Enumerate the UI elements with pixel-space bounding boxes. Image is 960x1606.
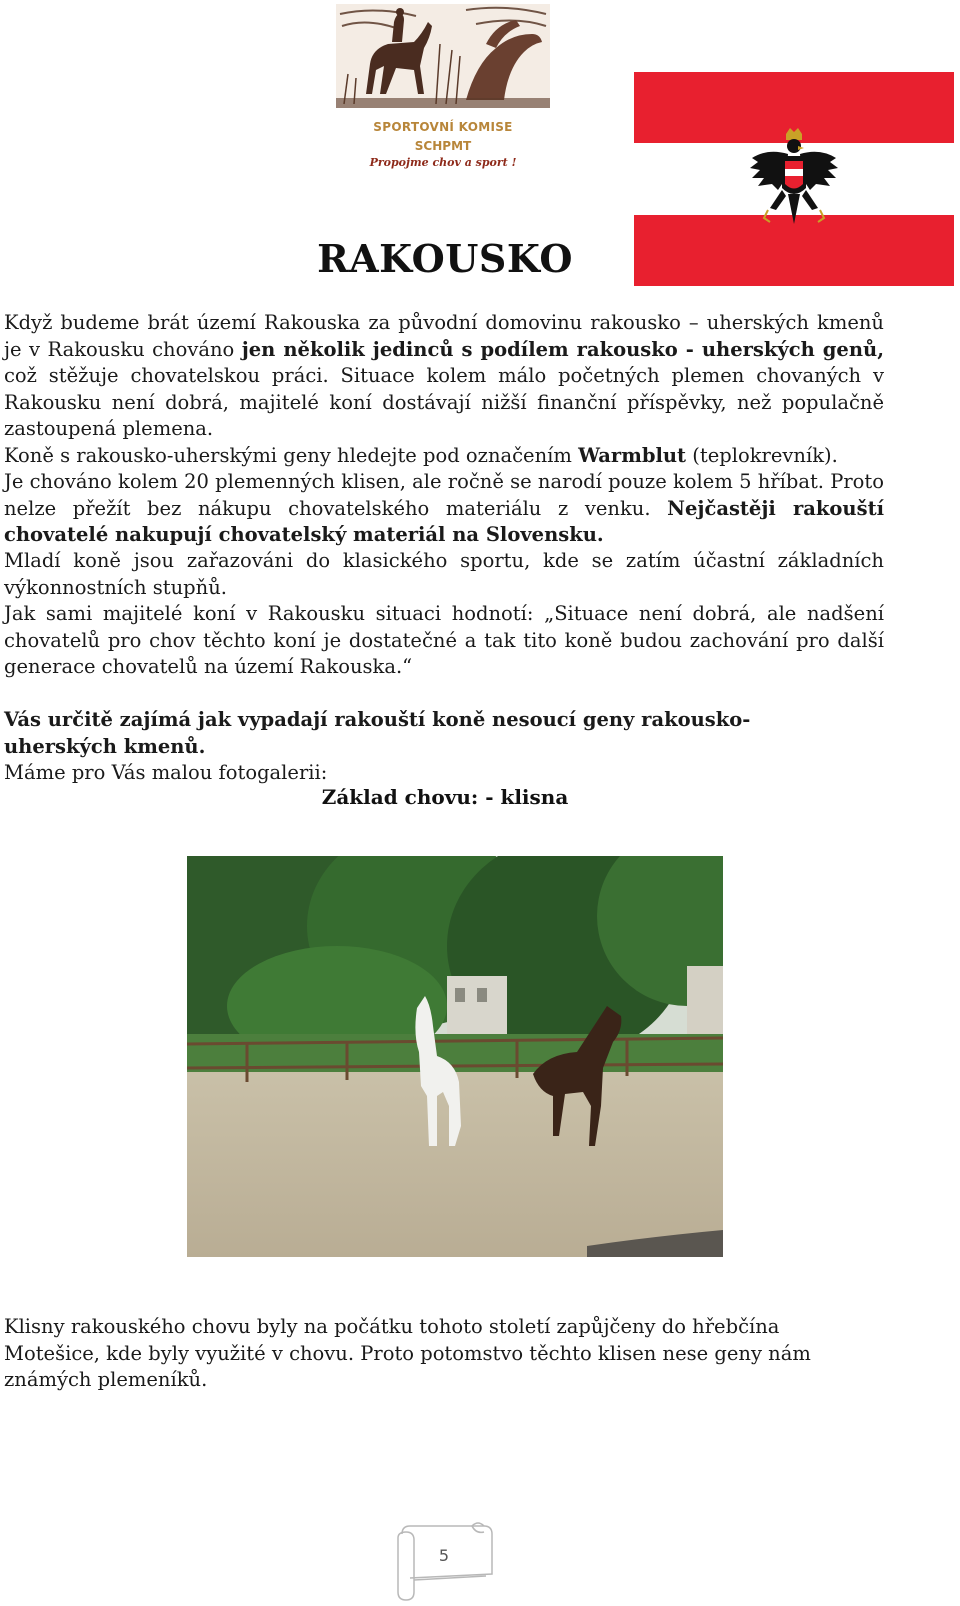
paragraph-warmblut: [4, 443, 884, 470]
text-span: což stěžuje chovatelskou práci. Situace kolem málo početných plemen chovaných v Rakousku není dobrá, majitelé koní dostávají nižší finanční příspěvky, než populačně zastoupená plemena.: [4, 364, 884, 440]
paragraph-breeding: [4, 469, 884, 549]
text-span: (teplokrevník).: [686, 444, 838, 467]
paragraph-owners-quote: Jak sami majitelé koní v Rakousku situaci hodnotí: „Situace není dobrá, ale nadšení chovatelů pro chov těchto koní je dostatečné a tak tito koně budou zachování pro další generace chovatelů na území Rakouska.“: [4, 602, 884, 678]
paragraph-motesice: Klisny rakouského chovu byly na počátku tohoto století zapůjčeny do hřebčína Motešice, kde byly využité v chovu. Proto potomstvo těchto klisen nese geny nám známých plemeníků.: [4, 1315, 811, 1391]
photo-caption: Základ chovu: - klisna: [321, 785, 569, 809]
horses-photo: [187, 856, 723, 1257]
text-span: Je chováno kolem 20 plemenných klisen, ale ročně se narodí pouze kolem 5 hříbat. Proto nelze přežít bez nákupu chovatelského materiálu z venku.: [4, 470, 884, 520]
page-number-scroll: [388, 1518, 500, 1602]
horse-rider-logo-art: [336, 4, 550, 108]
text-bold: jen několik jedinců s podílem rakousko - uherských genů,: [241, 337, 884, 361]
logo-text-abbrev: SCHPMT: [414, 139, 472, 153]
club-logo: [336, 4, 550, 174]
gallery-heading: Vás určitě zajímá jak vypadají rakouští koně nesoucí geny rakousko-uherských kmenů.: [4, 708, 751, 758]
text-bold: Warmblut: [578, 444, 687, 467]
text-bold: Nejčastěji rakouští chovatelé nakupují chovatelský materiál na Slovensku.: [4, 496, 884, 546]
horses-photo-art: [187, 856, 723, 1257]
text-span: Když budeme brát území Rakouska za původní domovinu rakousko – uherských kmenů je v Rakousku chováno: [4, 311, 884, 361]
page-title: RAKOUSKO: [317, 236, 573, 281]
logo-text-slogan: Propojme chov a sport !: [369, 156, 517, 169]
text-span: Koně s rakousko-uherskými geny hledejte pod označením: [4, 444, 579, 467]
paragraph-intro: [4, 310, 884, 443]
page-number: 5: [438, 1546, 450, 1565]
logo-text-org: SPORTOVNÍ KOMISE: [373, 120, 513, 134]
paragraph-sport: Mladí koně jsou zařazováni do klasického sportu, kde se zatím účastní základních výkonnostních stupňů.: [4, 549, 884, 599]
austrian-eagle-icon: [748, 128, 840, 232]
gallery-intro: Máme pro Vás malou fotogalerii:: [4, 761, 328, 784]
